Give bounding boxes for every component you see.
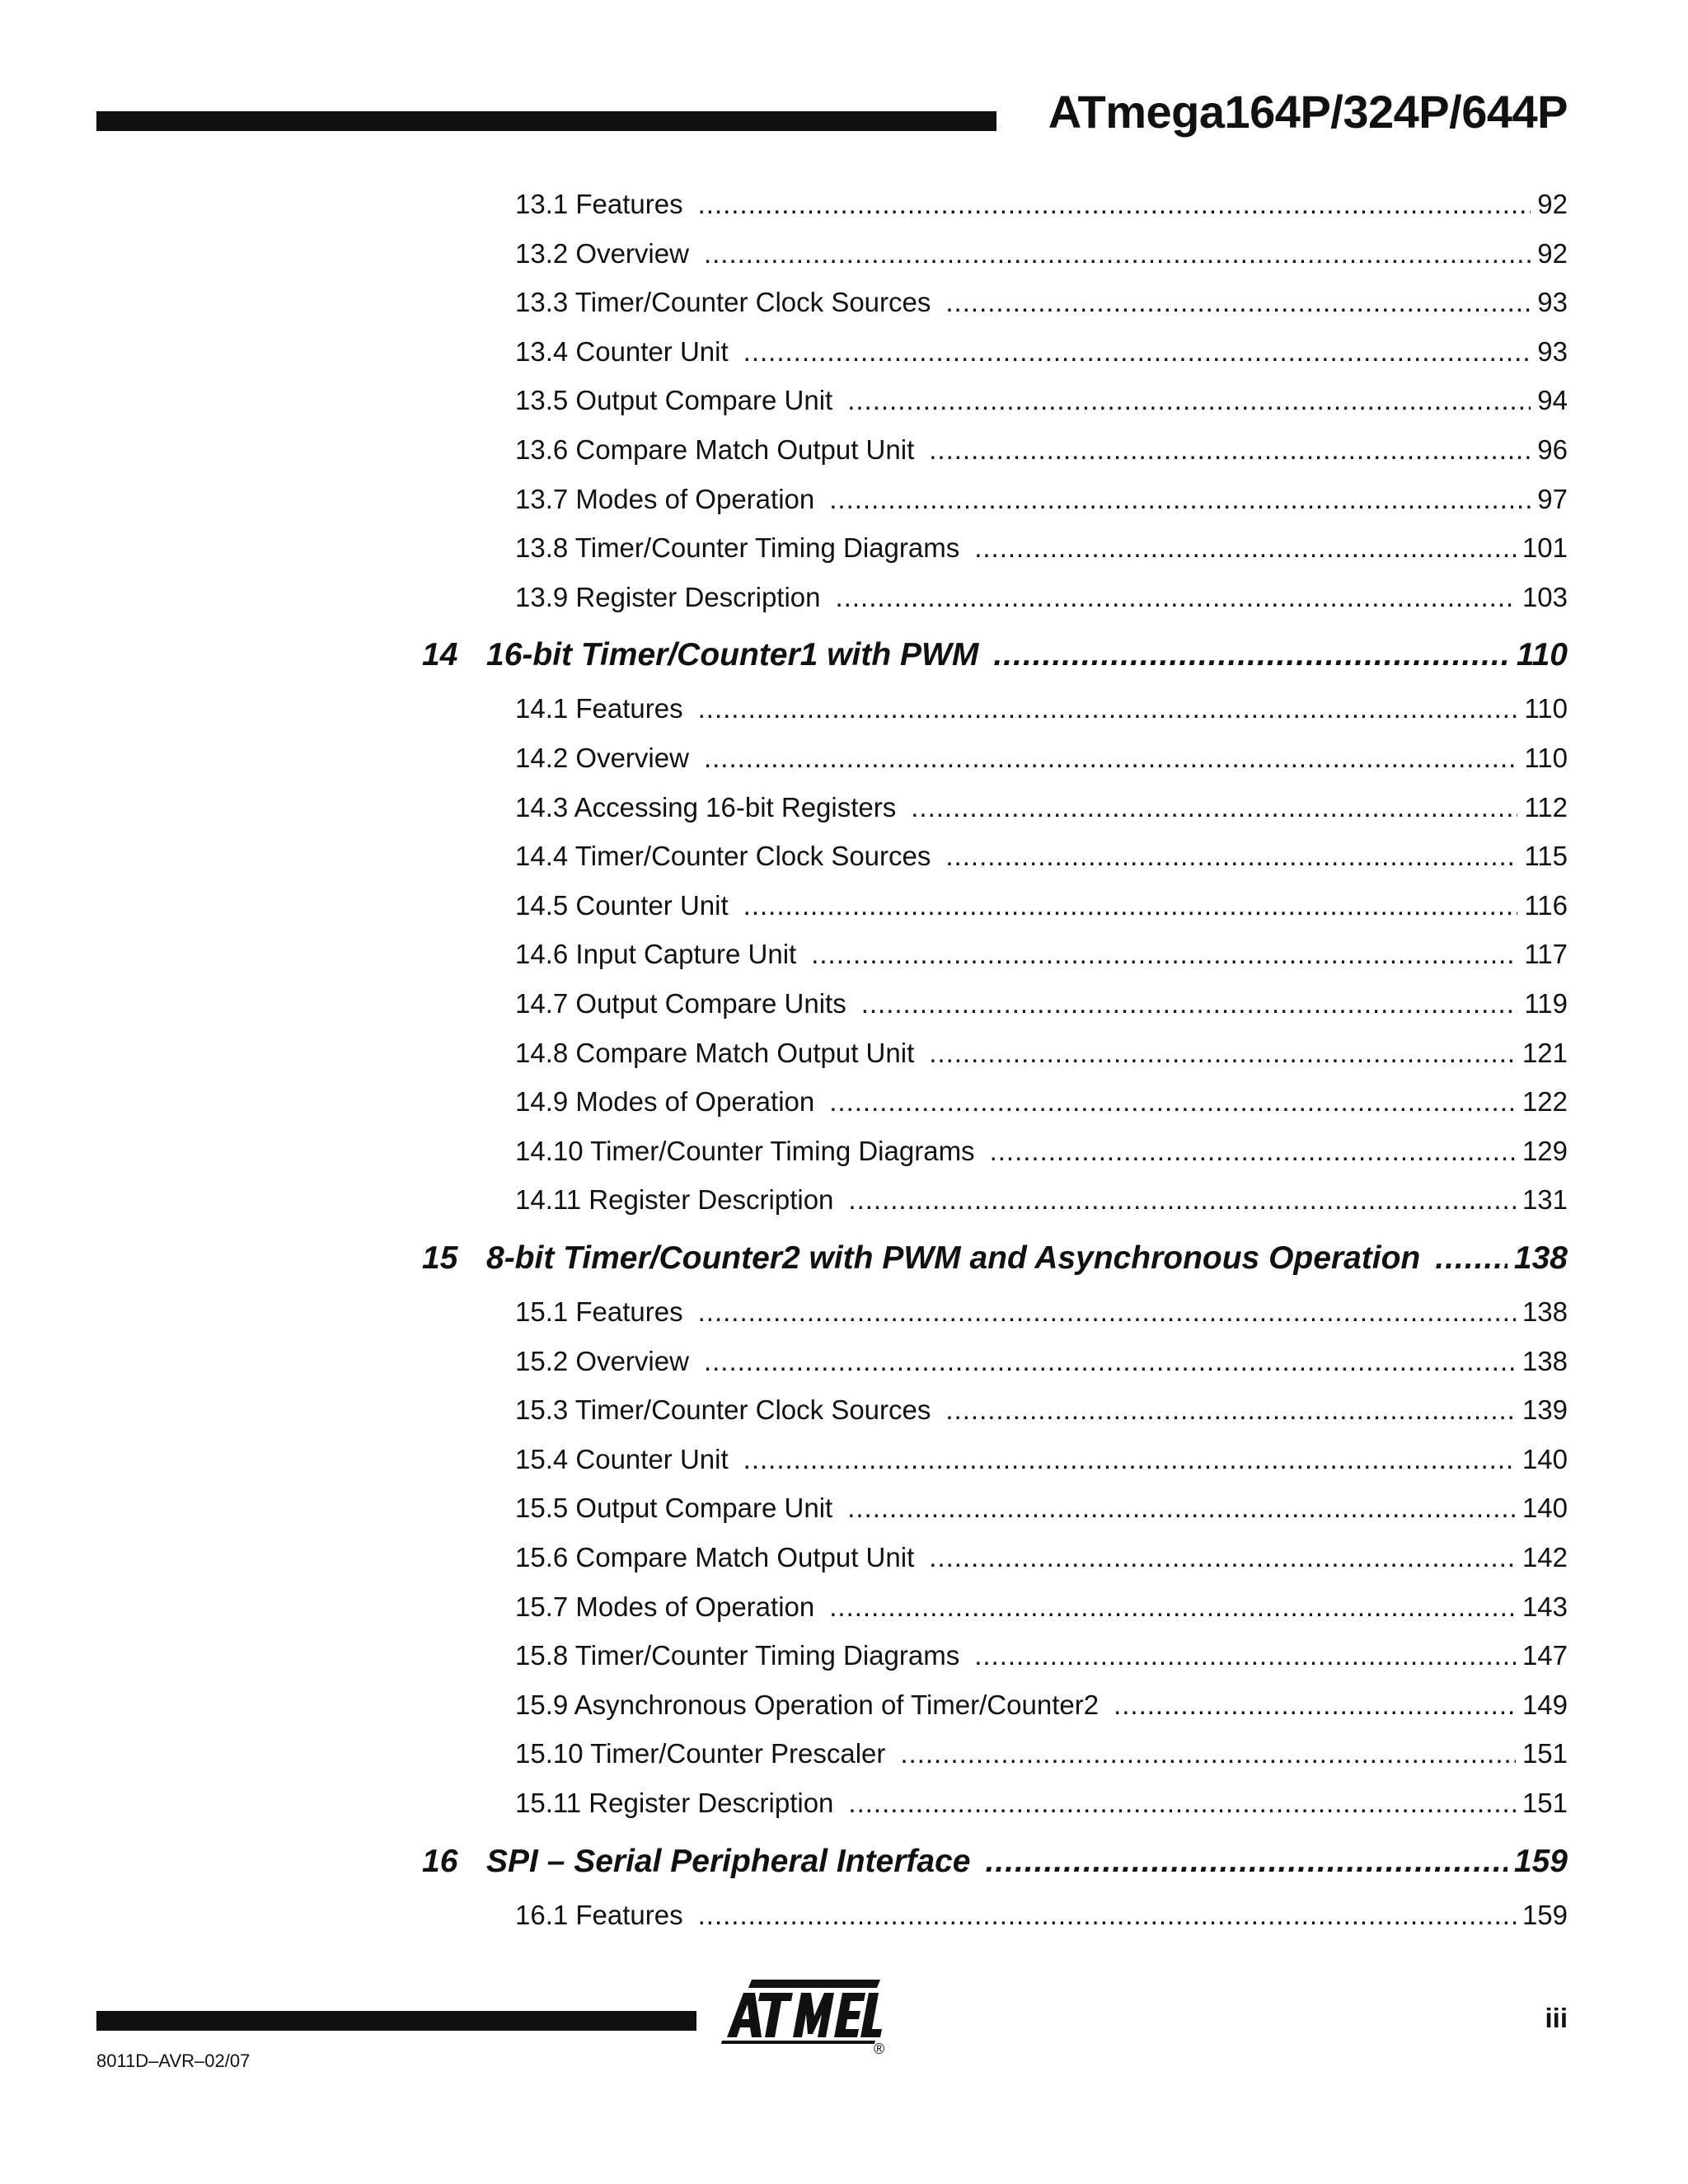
toc-entry-title: 15.9 Asynchronous Operation of Timer/Counter2	[515, 1689, 1100, 1720]
toc-entry-title: 15.5 Output Compare Unit	[515, 1493, 833, 1524]
registered-mark: ®	[874, 2041, 885, 2057]
toc-section-row[interactable]	[515, 1084, 1568, 1120]
toc-section-row[interactable]	[515, 1490, 1568, 1526]
toc-section-row[interactable]	[515, 1638, 1568, 1674]
toc-page-number: 131	[1522, 1184, 1568, 1216]
dot-leader	[698, 186, 1531, 223]
footer-rule	[96, 2011, 696, 2031]
toc-page-number: 112	[1524, 791, 1568, 823]
toc-section-row[interactable]	[515, 481, 1568, 518]
toc-page-number: 93	[1537, 287, 1568, 318]
toc-section-row[interactable]	[515, 888, 1568, 924]
toc-page-number: 121	[1522, 1037, 1568, 1068]
toc-entry-title: 13.1 Features	[515, 189, 683, 219]
toc-section-row[interactable]	[515, 838, 1568, 874]
document-code: 8011D–AVR–02/07	[96, 2050, 251, 2071]
toc-page-number: 96	[1537, 434, 1568, 465]
toc-page-number: 139	[1522, 1394, 1568, 1426]
toc-section-row[interactable]	[515, 432, 1568, 468]
toc-section-row[interactable]	[515, 691, 1568, 727]
toc-page-number: 110	[1516, 637, 1568, 673]
dot-leader	[990, 1133, 1516, 1169]
toc-entry-title: 15.1 Features	[515, 1296, 683, 1327]
toc-page-number: 117	[1524, 939, 1568, 970]
toc-chapter-number: 14	[422, 637, 458, 673]
toc-entry-title: 13.2 Overview	[515, 237, 689, 269]
toc-section-row[interactable]	[515, 186, 1568, 223]
toc-chapter-row[interactable]	[422, 635, 1568, 676]
dot-leader	[698, 1897, 1516, 1933]
dot-leader	[1114, 1687, 1516, 1723]
toc-entry-title: 14.4 Timer/Counter Clock Sources	[515, 841, 931, 872]
toc-entry-title: 16-bit Timer/Counter1 with PWM	[486, 637, 979, 673]
toc-entry-title: 15.11 Register Description	[515, 1788, 834, 1818]
dot-leader	[698, 1294, 1516, 1330]
dot-leader	[1435, 1238, 1507, 1279]
toc-entry-title: 15.2 Overview	[515, 1345, 689, 1376]
toc-page-number: 129	[1522, 1135, 1568, 1166]
toc-entry-title: 14.10 Timer/Counter Timing Diagrams	[515, 1135, 975, 1166]
toc-section-row[interactable]	[515, 1540, 1568, 1576]
toc-page-number: 97	[1537, 483, 1568, 514]
toc-section-row[interactable]	[515, 1035, 1568, 1071]
dot-leader	[743, 334, 1531, 370]
dot-leader	[945, 838, 1517, 874]
atmel-logo	[719, 1976, 884, 2044]
toc-entry-title: 14.6 Input Capture Unit	[515, 939, 797, 970]
toc-section-row[interactable]	[515, 936, 1568, 972]
toc-section-row[interactable]	[515, 1897, 1568, 1933]
toc-section-row[interactable]	[515, 740, 1568, 776]
toc-page-number: 143	[1522, 1591, 1568, 1622]
toc-page-number: 138	[1513, 1240, 1568, 1276]
dot-leader	[911, 790, 1517, 826]
toc-section-row[interactable]	[515, 1589, 1568, 1625]
toc-page-number: 110	[1524, 743, 1568, 773]
toc-entry-title: 15.3 Timer/Counter Clock Sources	[515, 1394, 931, 1426]
toc-entry-title: 14.8 Compare Match Output Unit	[515, 1037, 915, 1068]
toc-page-number: 119	[1524, 988, 1568, 1019]
toc-entry-title: 15.8 Timer/Counter Timing Diagrams	[515, 1640, 960, 1671]
toc-entry-title: 13.9 Register Description	[515, 581, 821, 612]
dot-leader	[945, 1392, 1516, 1428]
toc-entry-title: 16.1 Features	[515, 1899, 683, 1930]
toc-page-number: 149	[1522, 1689, 1568, 1720]
toc-section-row[interactable]	[515, 284, 1568, 321]
dot-leader	[743, 888, 1518, 924]
dot-leader	[985, 1841, 1507, 1882]
toc-section-row[interactable]	[515, 1441, 1568, 1478]
toc-entry-title: 15.4 Counter Unit	[515, 1443, 729, 1474]
toc-page-number: 122	[1522, 1086, 1568, 1118]
toc-section-row[interactable]	[515, 1736, 1568, 1772]
document-title: ATmega164P/324P/644P	[1048, 86, 1568, 138]
toc-section-row[interactable]	[515, 1785, 1568, 1821]
toc-section-row[interactable]	[515, 1294, 1568, 1330]
toc-entry-title: 14.3 Accessing 16-bit Registers	[515, 791, 897, 823]
toc-page-number: 94	[1537, 385, 1568, 416]
toc-page-number: 92	[1537, 237, 1568, 269]
toc-page-number: 116	[1524, 889, 1568, 921]
dot-leader	[811, 936, 1517, 972]
toc-section-row[interactable]	[515, 334, 1568, 370]
toc-page-number: 103	[1522, 581, 1568, 612]
toc-entry-title: 13.3 Timer/Counter Clock Sources	[515, 287, 931, 318]
toc-page-number: 159	[1513, 1843, 1568, 1879]
dot-leader	[929, 1035, 1516, 1071]
dot-leader	[900, 1736, 1516, 1772]
dot-leader	[704, 740, 1517, 776]
toc-entry-title: 14.5 Counter Unit	[515, 889, 729, 921]
toc-section-row[interactable]	[515, 790, 1568, 826]
toc-entry-title: 15.7 Modes of Operation	[515, 1591, 815, 1622]
toc-page-number: 140	[1522, 1443, 1568, 1474]
dot-leader	[861, 986, 1518, 1022]
toc-page-number: 115	[1524, 841, 1568, 872]
toc-entry-title: 8-bit Timer/Counter2 with PWM and Asynchronous Operation	[486, 1240, 1421, 1276]
toc-section-row[interactable]	[515, 986, 1568, 1022]
toc-section-row[interactable]	[515, 1687, 1568, 1723]
toc-section-row[interactable]	[515, 382, 1568, 419]
dot-leader	[847, 382, 1531, 419]
toc-page-number: 151	[1522, 1788, 1568, 1818]
dot-leader	[704, 1343, 1516, 1380]
toc-entry-title: 15.10 Timer/Counter Prescaler	[515, 1738, 886, 1769]
dot-leader	[848, 1182, 1516, 1218]
dot-leader	[829, 481, 1531, 518]
toc-section-row[interactable]	[515, 236, 1568, 272]
dot-leader	[704, 236, 1531, 272]
toc-page-number: 110	[1524, 693, 1568, 724]
dot-leader	[945, 284, 1531, 321]
toc-entry-title: 13.7 Modes of Operation	[515, 483, 815, 514]
dot-leader	[929, 1540, 1516, 1576]
toc-page-number: 101	[1522, 532, 1568, 564]
dot-leader	[993, 635, 1509, 676]
toc-entry-title: 15.6 Compare Match Output Unit	[515, 1542, 915, 1572]
toc-section-row[interactable]	[515, 1343, 1568, 1380]
dot-leader	[829, 1589, 1516, 1625]
toc-page-number: 151	[1522, 1738, 1568, 1769]
dot-leader	[848, 1785, 1516, 1821]
dot-leader	[929, 432, 1531, 468]
toc-chapter-row[interactable]	[422, 1841, 1568, 1882]
dot-leader	[743, 1441, 1516, 1478]
toc-entry-title: 14.2 Overview	[515, 743, 689, 773]
toc-entry-title: 14.11 Register Description	[515, 1184, 834, 1216]
toc-page-number: 159	[1522, 1899, 1568, 1930]
toc-page-number: 147	[1522, 1640, 1568, 1671]
dot-leader	[847, 1490, 1516, 1526]
toc-section-row[interactable]	[515, 1182, 1568, 1218]
toc-section-row[interactable]	[515, 1392, 1568, 1428]
toc-section-row[interactable]	[515, 579, 1568, 616]
toc-entry-title: 14.1 Features	[515, 693, 683, 724]
toc-page-number: 93	[1537, 335, 1568, 367]
toc-entry-title: 13.8 Timer/Counter Timing Diagrams	[515, 532, 960, 564]
toc-page-number: 138	[1522, 1345, 1568, 1376]
toc-page-number: 140	[1522, 1493, 1568, 1524]
header-rule	[96, 111, 996, 131]
dot-leader	[836, 579, 1516, 616]
toc-entry-title: 13.5 Output Compare Unit	[515, 385, 833, 416]
toc-entry-title: SPI – Serial Peripheral Interface	[486, 1843, 971, 1879]
toc-chapter-number: 16	[422, 1843, 458, 1879]
toc-page-number: 92	[1537, 189, 1568, 219]
dot-leader	[698, 691, 1518, 727]
dot-leader	[974, 530, 1516, 566]
toc-entry-title: 14.9 Modes of Operation	[515, 1086, 815, 1118]
toc-entry-title: 13.4 Counter Unit	[515, 335, 729, 367]
page-number: iii	[1545, 2003, 1568, 2033]
dot-leader	[974, 1638, 1516, 1674]
toc-chapter-number: 15	[422, 1240, 458, 1276]
dot-leader	[829, 1084, 1516, 1120]
toc-page-number: 142	[1522, 1542, 1568, 1572]
toc-chapter-row[interactable]	[422, 1238, 1568, 1279]
toc-entry-title: 14.7 Output Compare Units	[515, 988, 846, 1019]
toc-entry-title: 13.6 Compare Match Output Unit	[515, 434, 915, 465]
toc-section-row[interactable]	[515, 530, 1568, 566]
toc-page-number: 138	[1522, 1296, 1568, 1327]
toc-section-row[interactable]	[515, 1133, 1568, 1169]
